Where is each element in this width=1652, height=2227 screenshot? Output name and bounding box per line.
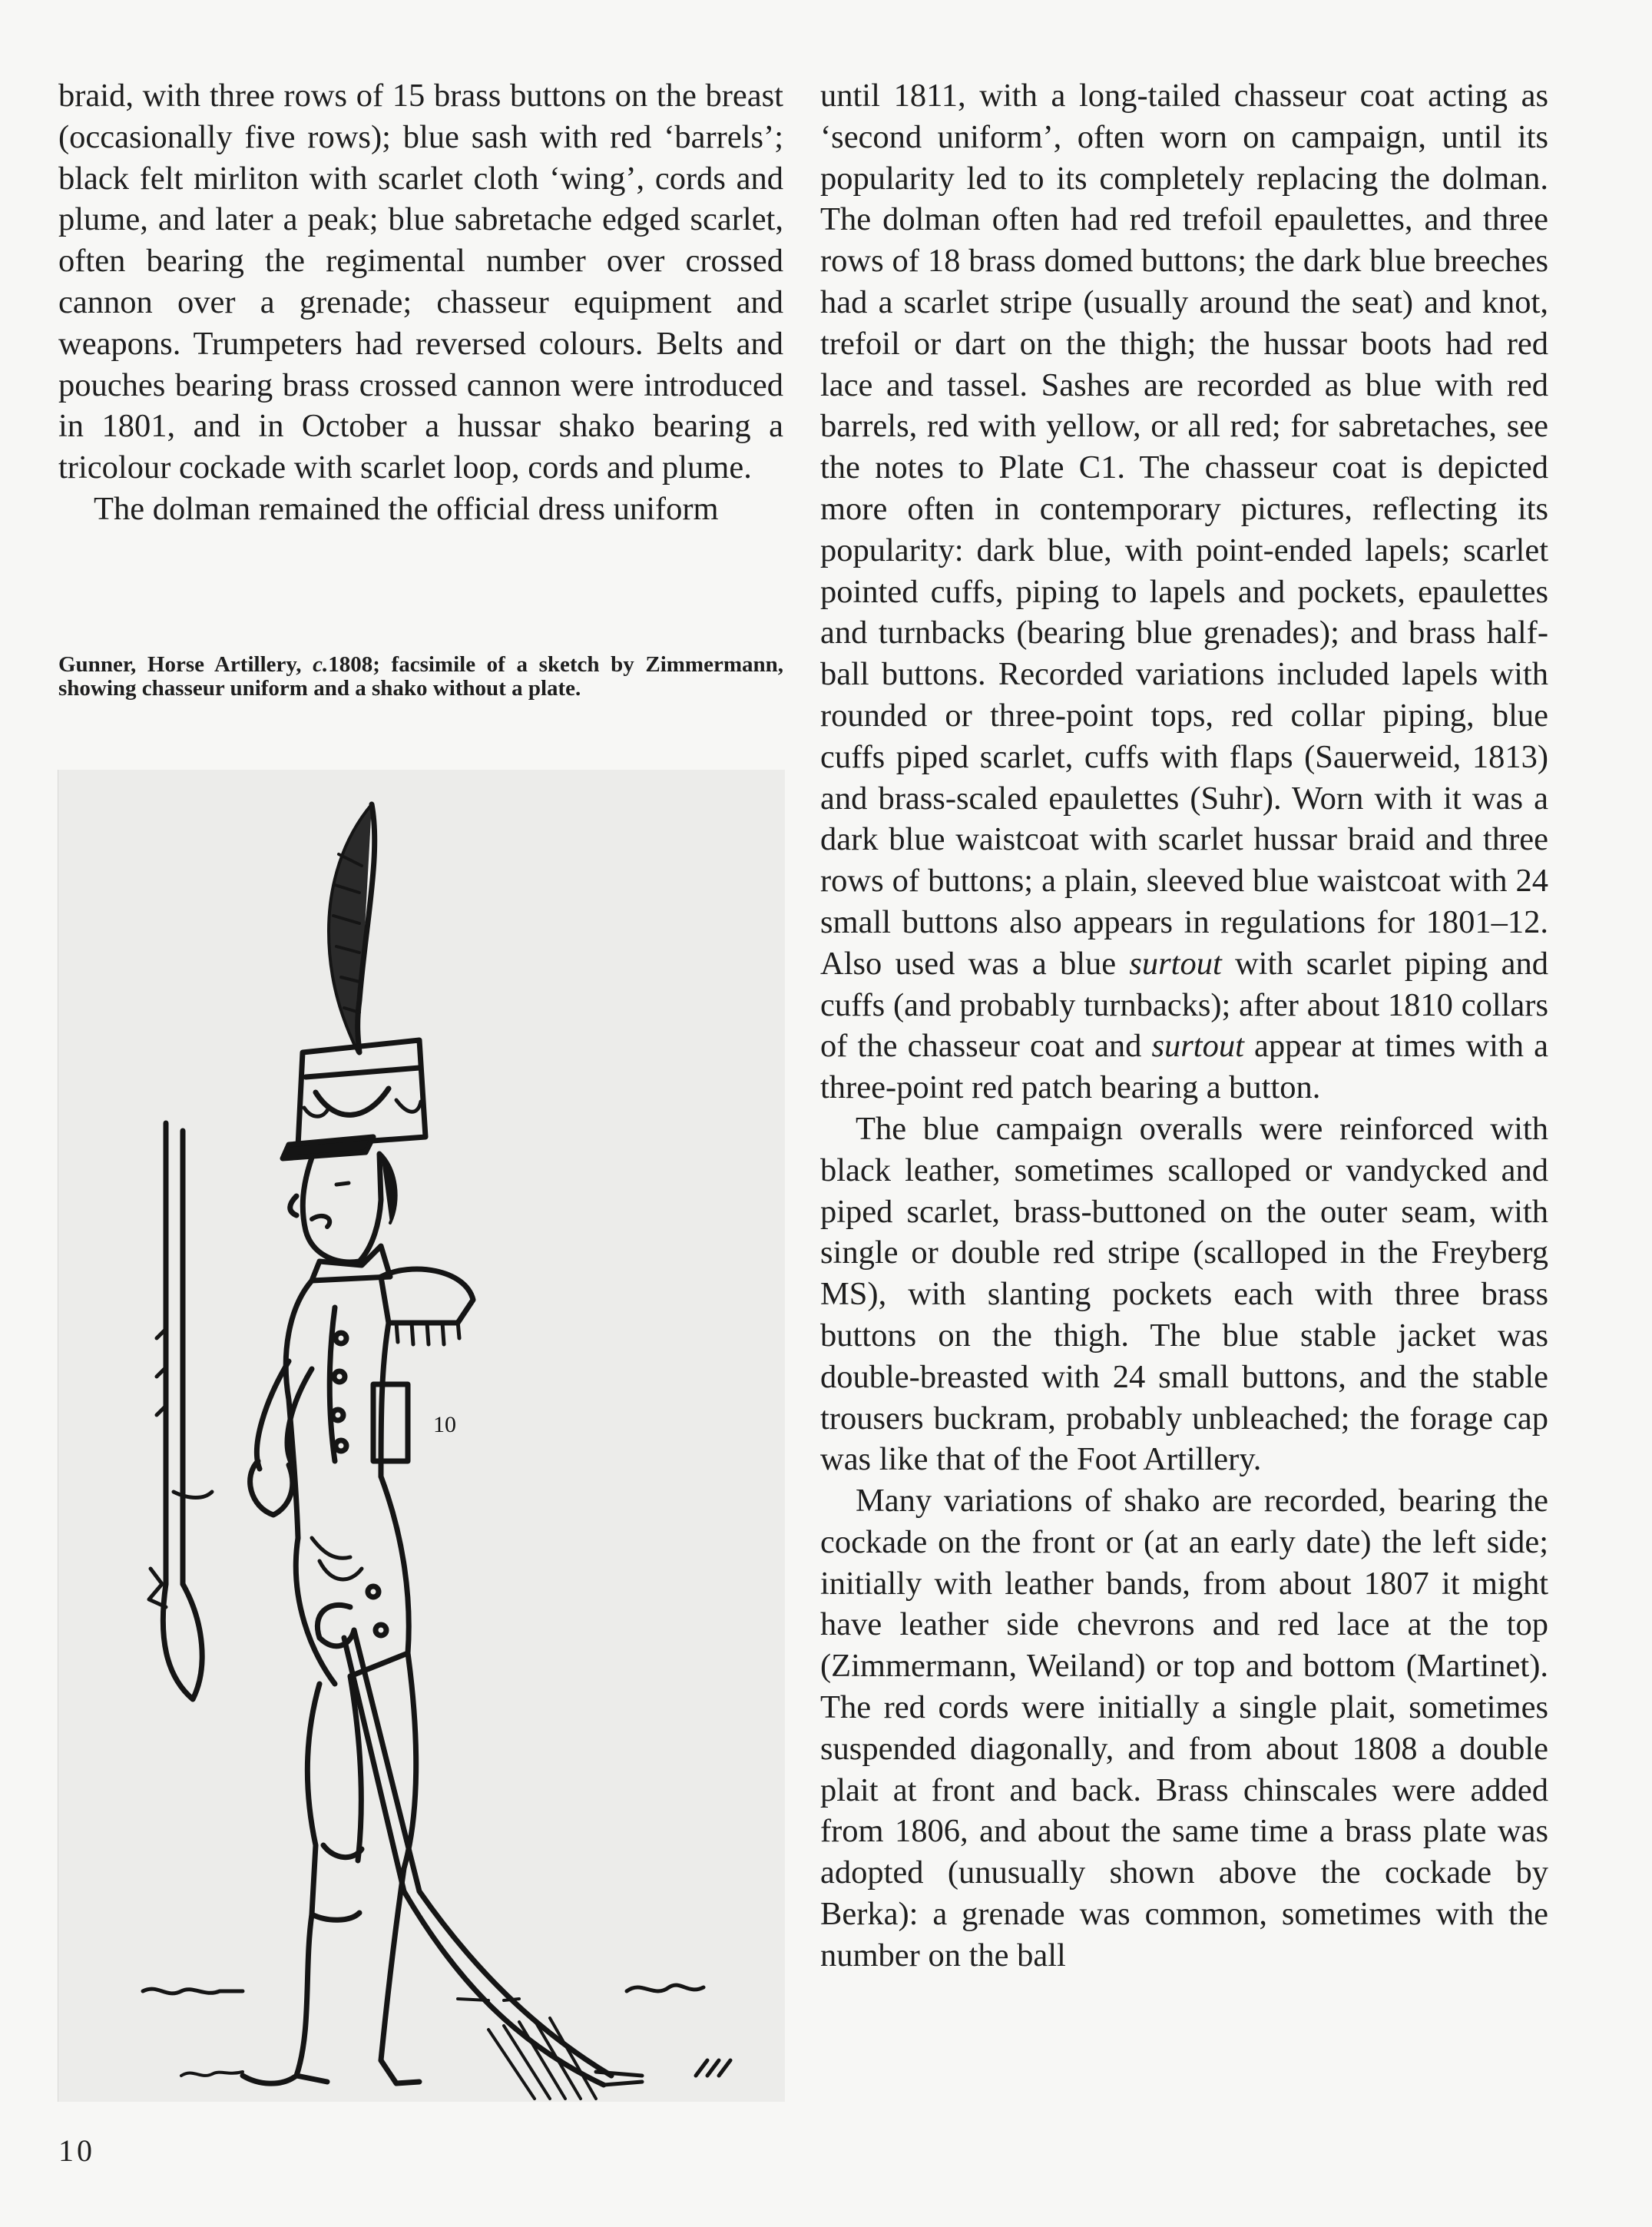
left-paragraph-1: braid, with three rows of 15 brass buttons on the breast (occasionally five rows); blue sash with red ‘barrels’; black felt mirliton with scarlet cloth ‘wing’, cords and plume, and later a peak; blue sabretache edged scarlet, often bearing the regimental number over crossed cannon over a grenade; chasseur equipment and weapons. Trumpeters had reversed colours. Belts and pouches bearing brass crossed cannon were introduced in 1801, and in October a hussar shako bearing a tricolour cockade with scarlet loop, cords and plume.	[58, 78, 783, 486]
surtout-term-2: surtout	[1151, 1028, 1244, 1065]
right-paragraph-1	[820, 75, 1548, 1109]
caption-text-1: Gunner, Horse Artillery,	[58, 652, 313, 677]
pouch-number: 10	[433, 1412, 456, 1437]
gunner-illustration	[58, 770, 785, 2102]
caption-circa: c.	[313, 652, 329, 677]
right-para1-text-c: appear at times with a three-point red patch bearing a button.	[820, 1028, 1548, 1106]
caption-text-2: 1808; facsimile of a sketch by Zimmermann, showing chasseur uniform and a shako without a plate.	[58, 652, 784, 701]
surtout-term-1: surtout	[1129, 945, 1222, 982]
gunner-sketch	[58, 770, 785, 2102]
left-paragraph-2: The dolman remained the official dress uniform	[94, 490, 719, 527]
right-paragraph-2: The blue campaign overalls were reinforced with black leather, sometimes scalloped or vandycked and piped scarlet, brass-buttoned on the outer seam, with single or double red stripe (scalloped in the Freyberg MS), with slanting pockets each with three brass buttons on the thigh. The blue stable jacket was double-breasted with 24 small buttons, and the stable trousers buckram, probably unbleached; the forage cap was like that of the Foot Artillery.	[820, 1110, 1548, 1478]
right-paragraph-3: Many variations of shako are recorded, bearing the cockade on the front or (at an early date) the left side; initially with leather bands, from about 1807 it might have leather side chevrons and red lace at the top (Zimmermann, Weiland) or top and bottom (Martinet). The red cords were initially a single plait, sometimes suspended diagonally, and from about 1808 a double plait at front and back. Brass chinscales were added from 1806, and about the same time a brass plate was adopted (unusually shown above the cockade by Berka): a grenade was common, sometimes with the number on the ball	[820, 1483, 1548, 1973]
right-text-column	[820, 75, 1548, 1977]
right-para1-text-b: with scarlet piping and cuffs (and probably turnbacks); after about 1810 collars of the chasseur coat and	[820, 945, 1548, 1065]
right-para1-text-a: until 1811, with a long-tailed chasseur coat acting as ‘second uniform’, often worn on campaign, until its popularity led to its completely replacing the dolman. The dolman often had red trefoil epaulettes, and three rows of 18 brass domed buttons; the dark blue breeches had a scarlet stripe (usually around the seat) and knot, trefoil or dart on the thigh; the hussar boots had red lace and tassel. Sashes are recorded as blue with red barrels, red with yellow, or all red; for sabretaches, see the notes to Plate C1. The chasseur coat is depicted more often in contemporary pictures, reflecting its popularity: dark blue, with point-ended lapels; scarlet pointed cuffs, piping to lapels and pockets, epaulettes and turnbacks (bearing blue grenades); and brass half-ball buttons. Recorded variations included lapels with rounded or three-point tops, red collar piping, blue cuffs piped scarlet, cuffs with flaps (Sauerweid, 1813) and brass-scaled epaulettes (Suhr). Worn with it was a dark blue waistcoat with scarlet hussar braid and three rows of buttons; a plain, sleeved blue waistcoat with 24 small buttons also appears in regulations for 1801–12. Also used was a blue	[820, 78, 1548, 982]
figure-caption	[58, 653, 783, 701]
left-text-column	[58, 75, 783, 530]
page-number: 10	[58, 2133, 95, 2168]
